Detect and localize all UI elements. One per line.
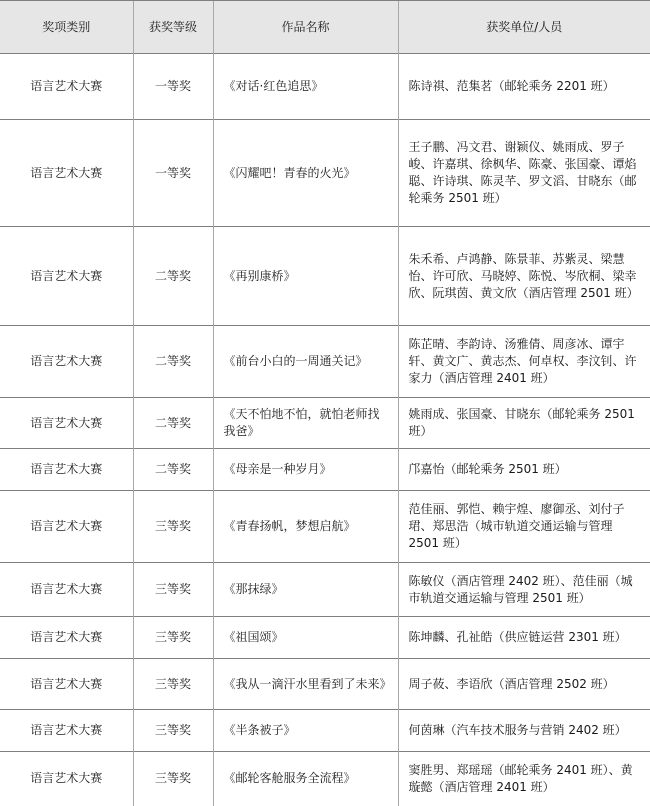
cell-work: 《邮轮客舱服务全流程》 [213,752,398,806]
header-level: 获奖等级 [133,1,213,54]
table-row [0,659,650,710]
cell-level: 三等奖 [133,563,213,617]
header-winners: 获奖单位/人员 [398,1,650,54]
table-row [0,54,650,120]
cell-category: 语言艺术大赛 [0,617,133,659]
cell-level: 一等奖 [133,54,213,120]
cell-category: 语言艺术大赛 [0,54,133,120]
cell-winners: 陈敏仪（酒店管理 2402 班）、范佳丽（城市轨道交通运输与管理 2501 班） [398,563,650,617]
cell-winners: 姚雨成、张国豪、甘晓东（邮轮乘务 2501 班） [398,398,650,449]
cell-category: 语言艺术大赛 [0,398,133,449]
cell-level: 三等奖 [133,752,213,806]
cell-work: 《那抹绿》 [213,563,398,617]
table-row [0,398,650,449]
cell-winners: 邝嘉怡（邮轮乘务 2501 班） [398,449,650,491]
table-row [0,710,650,752]
cell-category: 语言艺术大赛 [0,326,133,398]
cell-work: 《前台小白的一周通关记》 [213,326,398,398]
cell-category: 语言艺术大赛 [0,752,133,806]
cell-work: 《青春扬帆，梦想启航》 [213,491,398,563]
cell-category: 语言艺术大赛 [0,659,133,710]
table-row [0,752,650,806]
table-row [0,617,650,659]
table-row [0,120,650,227]
cell-category: 语言艺术大赛 [0,120,133,227]
cell-work: 《半条被子》 [213,710,398,752]
cell-winners: 朱禾希、卢鸿静、陈景菲、苏紫灵、梁慧怡、许可欣、马晓婷、陈悦、岑欣桐、梁幸欣、阮琪茵、黄文欣（酒店管理 2501 班） [398,227,650,326]
cell-level: 二等奖 [133,326,213,398]
cell-work: 《母亲是一种岁月》 [213,449,398,491]
cell-level: 二等奖 [133,227,213,326]
cell-winners: 王子鹏、冯文君、谢颖仪、姚雨成、罗子峻、许嘉琪、徐枫华、陈豪、张国豪、谭焰聪、许诗琪、陈灵芊、罗文滔、甘晓东（邮轮乘务 2501 班） [398,120,650,227]
header-work: 作品名称 [213,1,398,54]
cell-level: 三等奖 [133,491,213,563]
table-row [0,491,650,563]
header-category: 奖项类别 [0,1,133,54]
cell-level: 三等奖 [133,659,213,710]
cell-category: 语言艺术大赛 [0,449,133,491]
cell-level: 二等奖 [133,398,213,449]
cell-winners: 何茵琳（汽车技术服务与营销 2402 班） [398,710,650,752]
cell-winners: 陈诗祺、范集茗（邮轮乘务 2201 班） [398,54,650,120]
cell-work: 《祖国颂》 [213,617,398,659]
cell-winners: 窦胜男、郑瑶瑶（邮轮乘务 2401 班）、黄璇懿（酒店管理 2401 班） [398,752,650,806]
header-row [0,1,650,54]
cell-level: 三等奖 [133,710,213,752]
cell-category: 语言艺术大赛 [0,491,133,563]
cell-work: 《闪耀吧！青春的火光》 [213,120,398,227]
cell-work: 《再别康桥》 [213,227,398,326]
cell-category: 语言艺术大赛 [0,227,133,326]
cell-winners: 陈芷晴、李韵诗、汤雅倩、周彦冰、谭宇轩、黄文广、黄志杰、何卓权、李汶钊、许家力（酒店管理 2401 班） [398,326,650,398]
cell-category: 语言艺术大赛 [0,563,133,617]
table-row [0,449,650,491]
table-row [0,227,650,326]
cell-winners: 陈坤麟、孔祉皓（供应链运营 2301 班） [398,617,650,659]
cell-work: 《我从一滴汗水里看到了未来》 [213,659,398,710]
table-row [0,326,650,398]
cell-level: 三等奖 [133,617,213,659]
cell-work: 《天不怕地不怕，就怕老师找我爸》 [213,398,398,449]
table-header [0,1,650,54]
table-body [0,54,650,806]
table-row [0,563,650,617]
cell-winners: 范佳丽、郭恺、赖宇煌、廖御丞、刘付子珺、郑思浩（城市轨道交通运输与管理 2501 班） [398,491,650,563]
cell-level: 一等奖 [133,120,213,227]
cell-winners: 周子莜、李语欣（酒店管理 2502 班） [398,659,650,710]
cell-work: 《对话·红色追思》 [213,54,398,120]
cell-level: 二等奖 [133,449,213,491]
cell-category: 语言艺术大赛 [0,710,133,752]
